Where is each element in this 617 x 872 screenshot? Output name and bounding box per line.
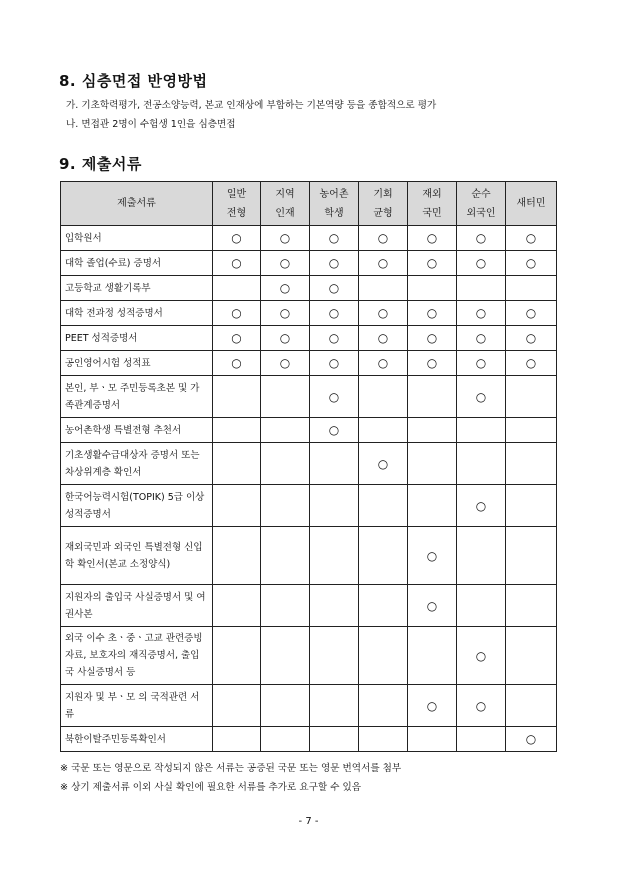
check-mark bbox=[359, 276, 408, 301]
check-mark: ○ bbox=[310, 326, 359, 351]
check-mark: ○ bbox=[359, 351, 408, 376]
check-mark bbox=[506, 627, 557, 685]
check-mark bbox=[457, 585, 506, 627]
check-mark: ○ bbox=[506, 351, 557, 376]
table-row bbox=[61, 251, 557, 276]
check-mark: ○ bbox=[457, 251, 506, 276]
document-name: 입학원서 bbox=[61, 226, 213, 251]
check-mark bbox=[408, 276, 457, 301]
check-mark: ○ bbox=[213, 251, 261, 276]
table-row bbox=[61, 527, 557, 585]
header-column bbox=[213, 182, 261, 226]
check-mark bbox=[261, 685, 310, 727]
check-mark bbox=[213, 585, 261, 627]
check-mark bbox=[359, 627, 408, 685]
table-row bbox=[61, 351, 557, 376]
check-mark: ○ bbox=[457, 301, 506, 326]
check-mark bbox=[310, 585, 359, 627]
check-mark bbox=[457, 443, 506, 485]
check-mark bbox=[261, 727, 310, 752]
check-mark bbox=[359, 585, 408, 627]
check-mark bbox=[506, 485, 557, 527]
document-name: 본인, 부ㆍ모 주민등록초본 및 가족관계증명서 bbox=[61, 376, 213, 418]
header-column bbox=[359, 182, 408, 226]
check-mark: ○ bbox=[457, 326, 506, 351]
header-column bbox=[261, 182, 310, 226]
check-mark: ○ bbox=[359, 226, 408, 251]
document-name: 기초생활수급대상자 증명서 또는 차상위계층 확인서 bbox=[61, 443, 213, 485]
check-mark: ○ bbox=[457, 376, 506, 418]
check-mark bbox=[408, 418, 457, 443]
check-mark bbox=[408, 443, 457, 485]
check-mark: ○ bbox=[310, 351, 359, 376]
table-header-row bbox=[61, 182, 557, 226]
header-column bbox=[310, 182, 359, 226]
check-mark bbox=[506, 276, 557, 301]
check-mark bbox=[261, 585, 310, 627]
document-name: 농어촌학생 특별전형 추천서 bbox=[61, 418, 213, 443]
check-mark: ○ bbox=[310, 251, 359, 276]
check-mark: ○ bbox=[261, 351, 310, 376]
note-translation: ※ 국문 또는 영문으로 작성되지 않은 서류는 공증된 국문 또는 영문 번역서를 첨부 bbox=[60, 763, 402, 774]
document-name: 한국어능력시험(TOPIK) 5급 이상 성적증명서 bbox=[61, 485, 213, 527]
header-column bbox=[457, 182, 506, 226]
check-mark: ○ bbox=[506, 251, 557, 276]
check-mark bbox=[261, 485, 310, 527]
header-column bbox=[408, 182, 457, 226]
check-mark bbox=[359, 376, 408, 418]
header-line1: 농어촌 bbox=[319, 188, 349, 200]
header-line1: 일반 bbox=[226, 188, 247, 200]
table-row bbox=[61, 685, 557, 727]
check-mark: ○ bbox=[506, 326, 557, 351]
check-mark: ○ bbox=[408, 251, 457, 276]
header-line2: 인재 bbox=[275, 207, 295, 219]
check-mark: ○ bbox=[310, 376, 359, 418]
check-mark: ○ bbox=[408, 351, 457, 376]
header-line2: 국민 bbox=[422, 207, 442, 219]
check-mark bbox=[261, 443, 310, 485]
check-mark bbox=[457, 527, 506, 585]
check-mark bbox=[310, 685, 359, 727]
document-name: 지원자 및 부ㆍ모 의 국적관련 서류 bbox=[61, 685, 213, 727]
section-8-line-na: 나. 면접관 2명이 수험생 1인을 심층면접 bbox=[66, 119, 236, 130]
check-mark: ○ bbox=[310, 226, 359, 251]
section-8-line-ga: 가. 기초학력평가, 전공소양능력, 본교 인재상에 부합하는 기본역량 등을 종합적으로 평가 bbox=[66, 100, 437, 111]
header-line1: 새터민 bbox=[516, 198, 546, 209]
check-mark: ○ bbox=[359, 251, 408, 276]
check-mark bbox=[310, 485, 359, 527]
section-9-title: 9. 제출서류 bbox=[59, 155, 142, 173]
document-name: 지원자의 출입국 사실증명서 및 여권사본 bbox=[61, 585, 213, 627]
check-mark: ○ bbox=[261, 251, 310, 276]
header-line1: 순수 bbox=[471, 188, 491, 200]
check-mark: ○ bbox=[261, 301, 310, 326]
note-additional-docs: ※ 상기 제출서류 이외 사실 확인에 필요한 서류를 추가로 요구할 수 있음 bbox=[60, 782, 362, 793]
check-mark bbox=[213, 727, 261, 752]
document-name: 공인영어시험 성적표 bbox=[61, 351, 213, 376]
check-mark bbox=[408, 627, 457, 685]
check-mark: ○ bbox=[457, 627, 506, 685]
header-line2: 전형 bbox=[226, 207, 247, 219]
check-mark bbox=[506, 685, 557, 727]
check-mark: ○ bbox=[408, 527, 457, 585]
check-mark bbox=[310, 527, 359, 585]
check-mark bbox=[408, 376, 457, 418]
check-mark bbox=[359, 418, 408, 443]
check-mark bbox=[408, 485, 457, 527]
header-line2: 외국인 bbox=[466, 207, 496, 219]
check-mark bbox=[457, 727, 506, 752]
check-mark bbox=[310, 727, 359, 752]
check-mark: ○ bbox=[213, 226, 261, 251]
check-mark bbox=[213, 685, 261, 727]
table-row bbox=[61, 326, 557, 351]
check-mark bbox=[261, 527, 310, 585]
check-mark bbox=[213, 376, 261, 418]
documents-table bbox=[60, 181, 557, 752]
document-name: 외국 이수 초ㆍ중ㆍ고교 관련증빙자료, 보호자의 재직증명서, 출입국 사실증명서 등 bbox=[61, 627, 213, 685]
document-name: 대학 졸업(수료) 증명서 bbox=[61, 251, 213, 276]
check-mark: ○ bbox=[310, 276, 359, 301]
check-mark bbox=[310, 443, 359, 485]
check-mark: ○ bbox=[359, 301, 408, 326]
check-mark bbox=[457, 276, 506, 301]
check-mark bbox=[310, 627, 359, 685]
check-mark: ○ bbox=[213, 301, 261, 326]
check-mark: ○ bbox=[457, 226, 506, 251]
table-row bbox=[61, 727, 557, 752]
check-mark: ○ bbox=[359, 443, 408, 485]
table-row bbox=[61, 226, 557, 251]
check-mark bbox=[261, 418, 310, 443]
document-name: 재외국민과 외국인 특별전형 신입학 확인서(본교 소정양식) bbox=[61, 527, 213, 585]
check-mark: ○ bbox=[408, 685, 457, 727]
table-row bbox=[61, 376, 557, 418]
check-mark bbox=[506, 376, 557, 418]
check-mark: ○ bbox=[506, 226, 557, 251]
check-mark: ○ bbox=[310, 418, 359, 443]
check-mark bbox=[213, 627, 261, 685]
check-mark bbox=[213, 443, 261, 485]
check-mark: ○ bbox=[213, 326, 261, 351]
check-mark: ○ bbox=[261, 226, 310, 251]
check-mark: ○ bbox=[408, 226, 457, 251]
check-mark: ○ bbox=[261, 326, 310, 351]
table-row bbox=[61, 443, 557, 485]
check-mark bbox=[457, 418, 506, 443]
header-line1: 지역 bbox=[275, 188, 295, 200]
check-mark bbox=[213, 418, 261, 443]
check-mark: ○ bbox=[506, 301, 557, 326]
check-mark bbox=[359, 727, 408, 752]
check-mark: ○ bbox=[506, 727, 557, 752]
check-mark bbox=[408, 727, 457, 752]
header-line2: 학생 bbox=[324, 207, 344, 219]
check-mark bbox=[506, 585, 557, 627]
document-name: 고등학교 생활기록부 bbox=[61, 276, 213, 301]
check-mark: ○ bbox=[457, 685, 506, 727]
check-mark: ○ bbox=[408, 585, 457, 627]
check-mark: ○ bbox=[213, 351, 261, 376]
document-name: 대학 전과정 성적증명서 bbox=[61, 301, 213, 326]
check-mark bbox=[213, 485, 261, 527]
header-line1: 재외 bbox=[422, 188, 442, 200]
header-line2: 균형 bbox=[373, 207, 393, 219]
table-row bbox=[61, 276, 557, 301]
page-number: - 7 - bbox=[298, 816, 319, 827]
check-mark: ○ bbox=[261, 276, 310, 301]
check-mark bbox=[506, 443, 557, 485]
check-mark bbox=[506, 527, 557, 585]
check-mark: ○ bbox=[408, 326, 457, 351]
document-name: PEET 성적증명서 bbox=[61, 326, 213, 351]
table-row bbox=[61, 627, 557, 685]
table-row bbox=[61, 301, 557, 326]
table-row bbox=[61, 585, 557, 627]
check-mark bbox=[506, 418, 557, 443]
table-row bbox=[61, 485, 557, 527]
header-column bbox=[506, 182, 557, 226]
section-8-title: 8. 심층면접 반영방법 bbox=[59, 72, 208, 90]
check-mark: ○ bbox=[408, 301, 457, 326]
table-row bbox=[61, 418, 557, 443]
header-documents: 제출서류 bbox=[61, 182, 213, 226]
header-line1: 기회 bbox=[373, 188, 393, 200]
check-mark bbox=[261, 627, 310, 685]
check-mark bbox=[359, 685, 408, 727]
check-mark: ○ bbox=[310, 301, 359, 326]
check-mark: ○ bbox=[457, 485, 506, 527]
check-mark bbox=[213, 276, 261, 301]
check-mark bbox=[261, 376, 310, 418]
check-mark bbox=[213, 527, 261, 585]
check-mark bbox=[359, 485, 408, 527]
check-mark: ○ bbox=[359, 326, 408, 351]
check-mark: ○ bbox=[457, 351, 506, 376]
document-name: 북한이탈주민등록확인서 bbox=[61, 727, 213, 752]
check-mark bbox=[359, 527, 408, 585]
